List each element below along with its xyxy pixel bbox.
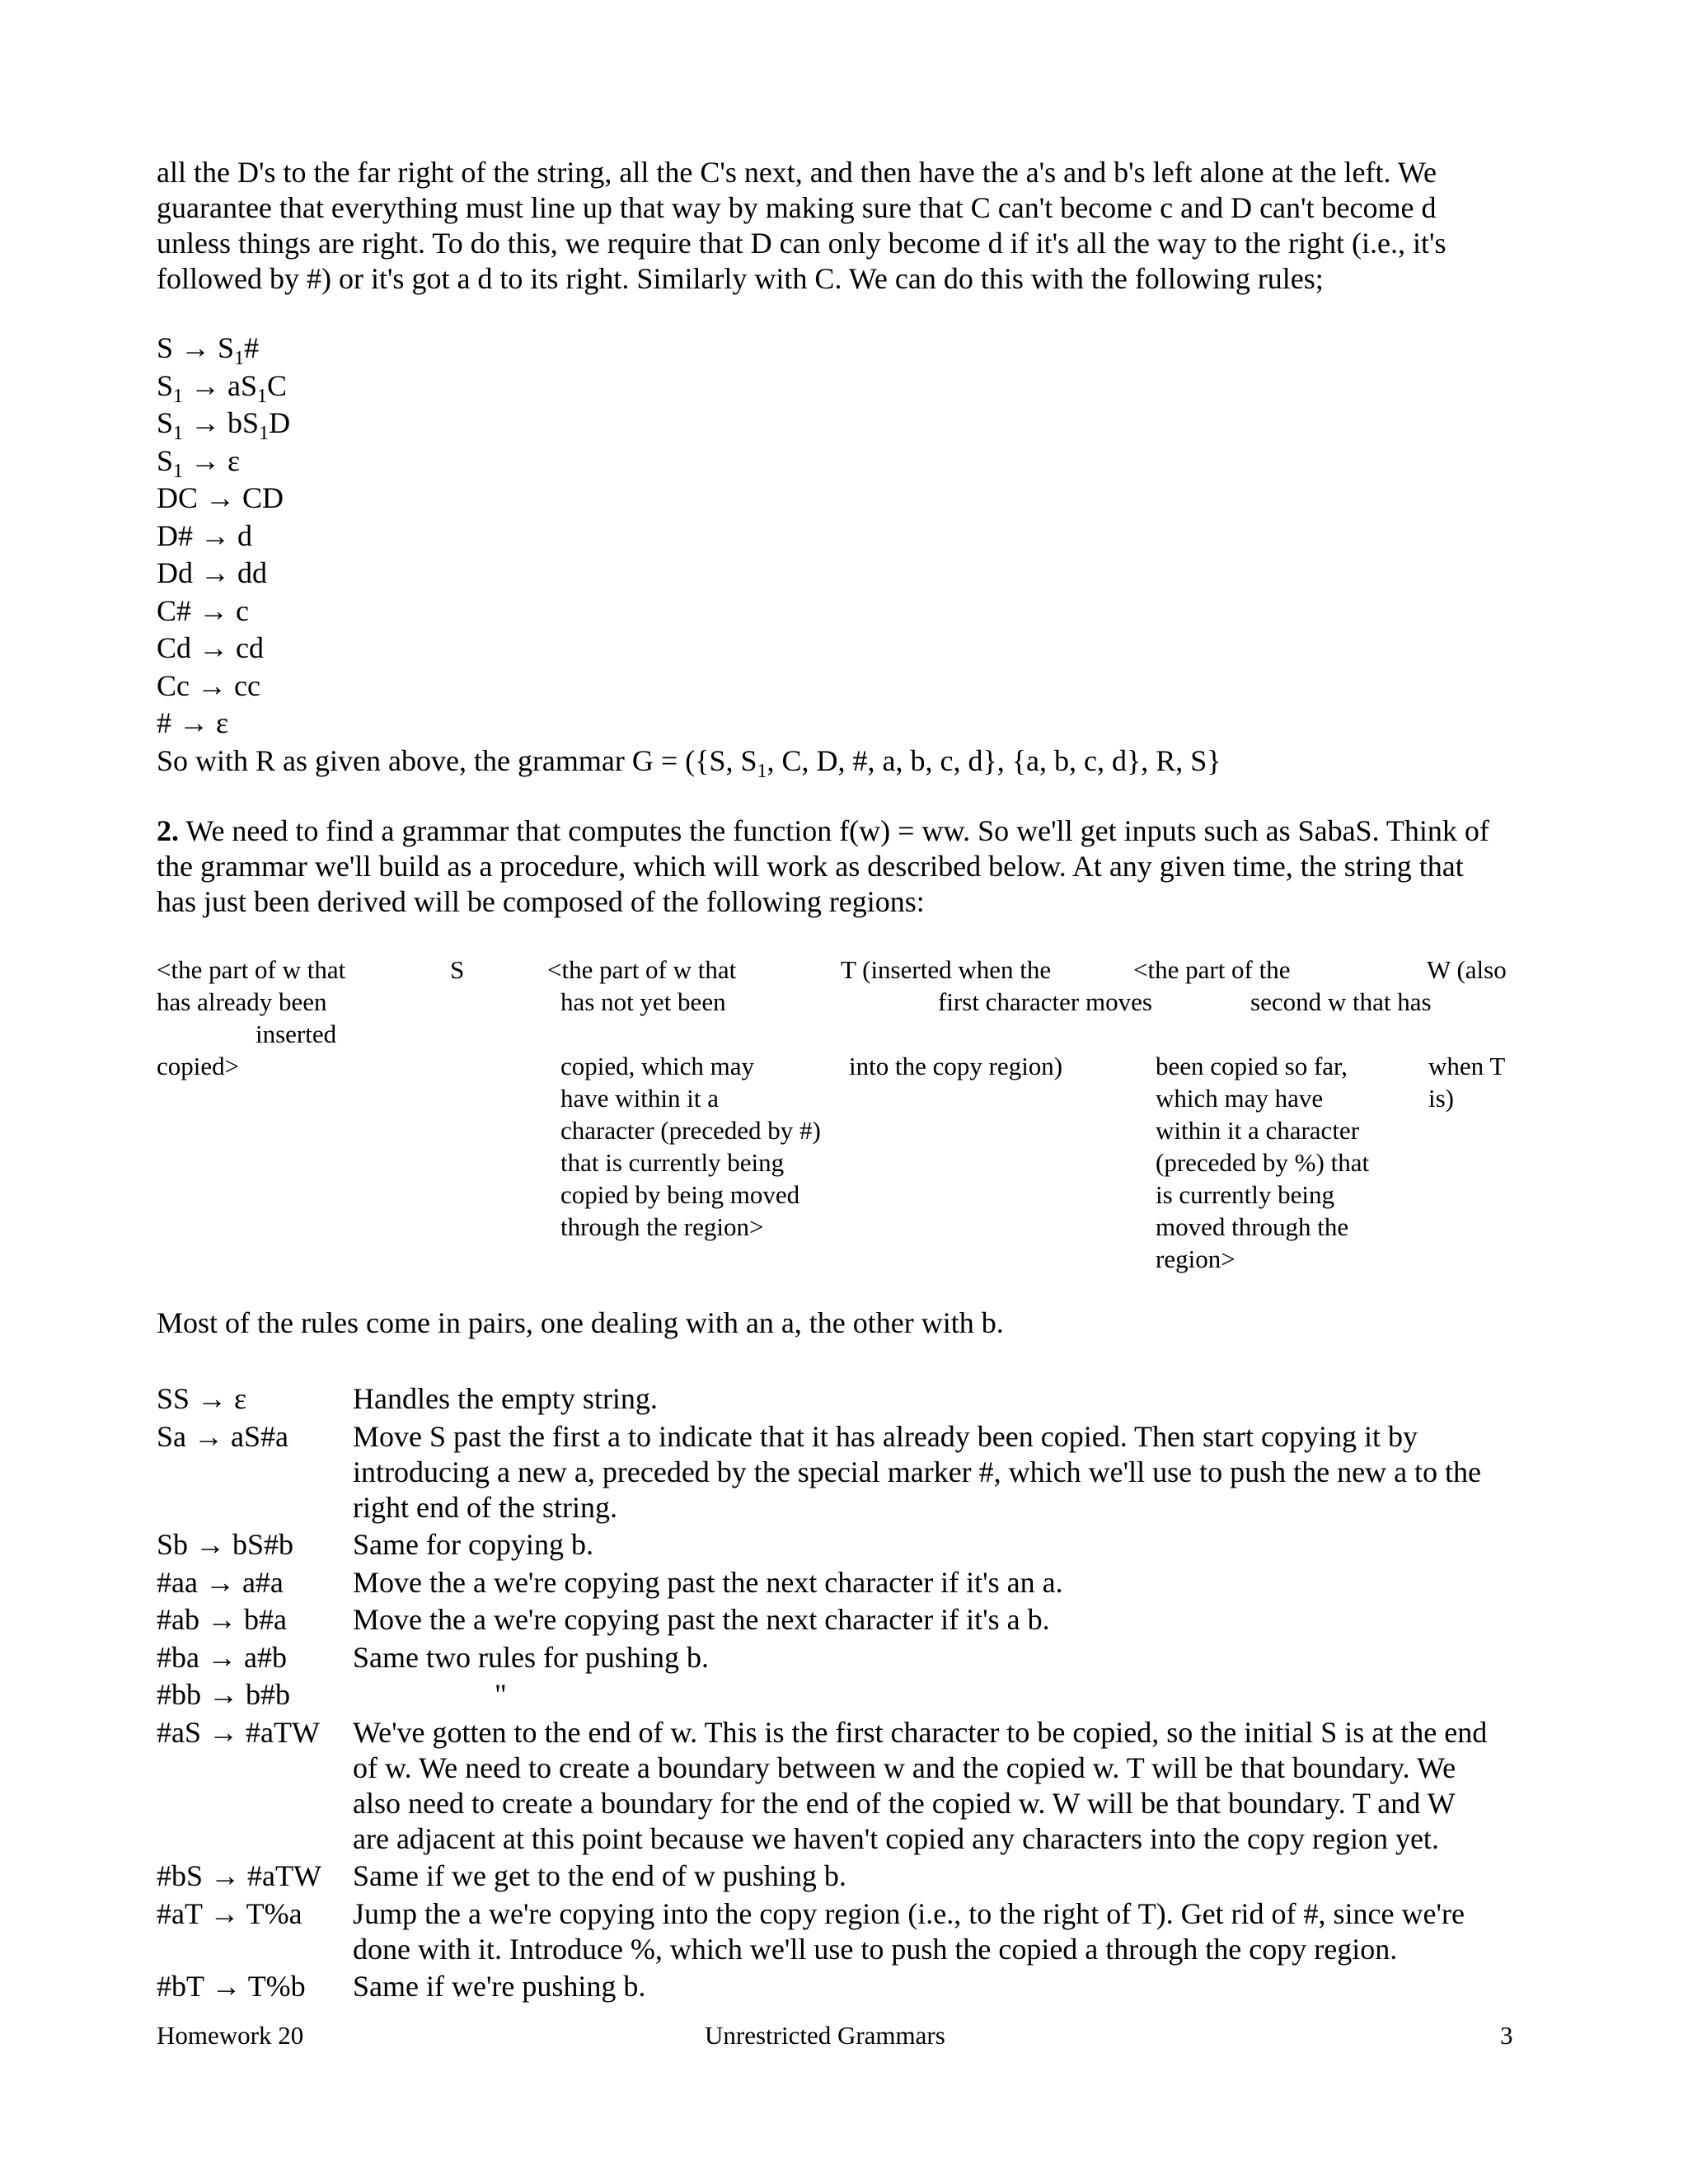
table-row: [157, 1527, 1541, 1563]
rule-lhs: SS → ε: [157, 1382, 247, 1415]
rule-description: Same if we get to the end of w pushing b.: [353, 1859, 846, 1892]
grammar-rule: # → ε: [157, 706, 229, 739]
rule-description: Move the a we're copying past the next character if it's a b.: [353, 1603, 1050, 1636]
grammar-summary: So with R as given above, the grammar G = ({S, $S_1$, C, D, #, a, b, c, d}, {a, b, c, d}, R, S}: [157, 743, 1221, 782]
rule-description: Move the a we're copying past the next character if it's an a.: [353, 1565, 1063, 1599]
rule-lhs: #aT → T%a: [157, 1896, 302, 1930]
problem-2-line: 2. We need to find a grammar that computes the function f(w) = ww. So we'll get inputs such as SabaS. Think of: [157, 814, 1489, 847]
rule-lhs: #bT → T%b: [157, 1970, 306, 2003]
rule-lhs: Sb → bS#b: [157, 1528, 294, 1561]
intro-line: unless things are right. To do this, we require that D can only become d if it's all the way to the right (i.e., it's: [157, 227, 1447, 260]
table-row: [157, 1896, 1541, 1967]
region-second-w: <the part of the second w that has been copied so far, which may have within it a character (preceded by %) that is currently being moved through the region>: [1133, 955, 1432, 1273]
grammar-rule: $S_1 \to \varepsilon$: [157, 443, 241, 482]
problem-2-line: has just been derived will be composed of the following regions:: [157, 885, 925, 918]
intro-line: followed by #) or it's got a d to its right. Similarly with C. We can do this with the following rules;: [157, 262, 1324, 295]
rule-description: [353, 1677, 1541, 1713]
grammar-rule: C# → c: [157, 593, 249, 627]
rule-description: Jump the a we're copying into the copy region (i.e., to the right of T). Get rid of #, since we're done with it. Introduce %, which we'll use to push the copied a through the copy region.: [353, 1896, 1465, 1966]
rule-table: [157, 1381, 1541, 2007]
pairs-note: Most of the rules come in pairs, one dealing with an a, the other with b.: [157, 1306, 1004, 1339]
grammar-rule: $S_1 \to aS_1C$: [157, 368, 288, 407]
intro-line: all the D's to the far right of the string, all the C's next, and then have the a's and b's left alone at the left. We: [157, 156, 1437, 189]
rule-lhs: #bS → #aTW: [157, 1859, 321, 1892]
rule-lhs: #ba → a#b: [157, 1640, 287, 1674]
rule-lhs: #aa → a#a: [157, 1565, 284, 1599]
table-row: [157, 1565, 1541, 1601]
problem-2-paragraph: [157, 813, 1541, 920]
rule-description: We've gotten to the end of w. This is the first character to be copied, so the initial S is at the end of w. We need to create a boundary between w and the copied w. T will be that boundary. We also need to create a boundary for the end of the copied w. W will be that boundary. T and W are adjacent at this point because we haven't copied any characters into the copy region yet.: [353, 1715, 1488, 1855]
rule-description: Same two rules for pushing b.: [353, 1640, 709, 1674]
table-row: [157, 1419, 1541, 1526]
grammar-rule: $S \to S_1\#$: [157, 331, 260, 369]
table-row: [157, 1715, 1541, 1857]
footer-left: Homework 20: [157, 2021, 304, 2050]
region-s-marker: S: [450, 955, 465, 984]
page-number: 3: [1500, 2021, 1513, 2050]
table-row: [157, 1640, 1541, 1675]
region-w-boundary: W (also when T is): [1427, 955, 1507, 1113]
table-row: [157, 1602, 1541, 1638]
intro-paragraph: [157, 155, 1541, 297]
rule-description: Handles the empty string.: [353, 1382, 658, 1415]
grammar-rule: Dd → dd: [157, 556, 267, 589]
footer-title: Unrestricted Grammars: [705, 2021, 945, 2050]
grammar-rule: Cd → cd: [157, 631, 264, 664]
rule-description: Same if we're pushing b.: [353, 1970, 646, 2003]
grammar-rule: $S_1 \to bS_1D$: [157, 406, 291, 444]
rule-lhs: #ab → b#a: [157, 1603, 287, 1636]
problem-2-line: the grammar we'll build as a procedure, which will work as described below. At any given time, the string that: [157, 850, 1464, 883]
region-copied: <the part of w that has already been inserted copied>: [157, 955, 346, 1080]
ditto-mark: ": [495, 1678, 507, 1711]
rule-lhs: #aS → #aTW: [157, 1715, 320, 1749]
rule-description: Same for copying b.: [353, 1528, 593, 1561]
problem-number: 2.: [157, 814, 179, 847]
grammar-rules-list: [157, 330, 1221, 780]
grammar-rule: Cc → cc: [157, 668, 260, 702]
region-t-boundary: T (inserted when the first character moves into the copy region): [841, 955, 1152, 1080]
grammar-rule: DC → CD: [157, 481, 284, 514]
table-row: [157, 1858, 1541, 1894]
rule-lhs: #bb → b#b: [157, 1678, 290, 1711]
table-row: [157, 1381, 1541, 1417]
table-row: [157, 1677, 1541, 1713]
table-row: [157, 1969, 1541, 2004]
rule-description: Move S past the first a to indicate that it has already been copied. Then start copying it by introducing a new a, preceded by the special marker #, which we'll use to push the new a to the right end of the string.: [353, 1419, 1482, 1524]
rule-lhs: Sa → aS#a: [157, 1419, 288, 1453]
grammar-rule: D# → d: [157, 518, 252, 552]
intro-line: guarantee that everything must line up that way by making sure that C can't become c and D can't become d: [157, 191, 1437, 224]
region-not-copied: <the part of w that has not yet been copied, which may have within it a character (preceded by #) that is currently being copied by being moved through the region>: [547, 955, 821, 1241]
